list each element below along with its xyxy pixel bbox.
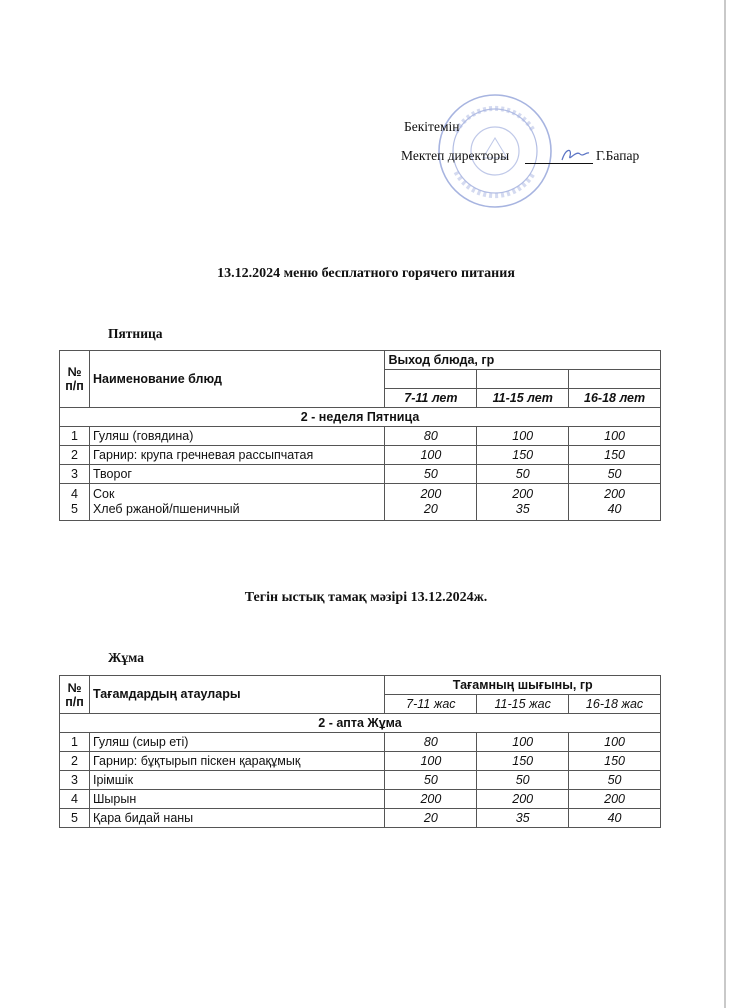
portion-value: 40 xyxy=(607,502,622,516)
table-row xyxy=(60,446,661,465)
dish-name: Гуляш (говядина) xyxy=(89,427,384,446)
age-header: 7-11 лет xyxy=(385,389,477,408)
row-number: 1 xyxy=(60,427,90,446)
dish-name: Гарнир: бұқтырып піскен қарақұмық xyxy=(89,752,384,771)
age-header: 16-18 лет xyxy=(569,389,661,408)
portion-value: 80 xyxy=(385,427,477,446)
dish-name: Гарнир: крупа гречневая рассыпчатая xyxy=(89,446,384,465)
age-header: 16-18 жас xyxy=(569,695,661,714)
portion-value: 100 xyxy=(569,733,661,752)
portion-value: 200 xyxy=(569,790,661,809)
portion-value: 50 xyxy=(569,465,661,484)
row-number: 5 xyxy=(71,502,78,516)
dish-name: Қара бидай наны xyxy=(89,809,384,828)
portion-value: 80 xyxy=(385,733,477,752)
portion-value: 40 xyxy=(569,809,661,828)
portion-value: 200 xyxy=(420,487,442,501)
portion-value: 100 xyxy=(385,752,477,771)
col-header-output: Выход блюда, гр xyxy=(385,351,661,370)
row-number: 3 xyxy=(60,771,90,790)
portion-value: 150 xyxy=(569,446,661,465)
row-number: 3 xyxy=(60,465,90,484)
portion-value: 100 xyxy=(477,733,569,752)
dish-name: Творог xyxy=(89,465,384,484)
portion-value: 150 xyxy=(477,752,569,771)
menu-title-ru: 13.12.2024 меню бесплатного горячего питания xyxy=(217,266,515,281)
dish-name: Гуляш (сиыр еті) xyxy=(89,733,384,752)
portion-value: 50 xyxy=(385,465,477,484)
dish-name: Шырын xyxy=(89,790,384,809)
portion-value: 100 xyxy=(477,427,569,446)
menu-table-ru xyxy=(59,350,661,521)
dish-name: Сок xyxy=(92,487,115,501)
table-row xyxy=(60,465,661,484)
scan-edge xyxy=(724,0,726,1008)
portion-value: 200 xyxy=(385,790,477,809)
col-header-output: Тағамның шығыны, гр xyxy=(385,676,661,695)
week-row: 2 - неделя Пятница xyxy=(60,408,661,427)
director-label: Мектеп директоры xyxy=(401,148,510,163)
row-number: 2 xyxy=(60,752,90,771)
age-header: 7-11 жас xyxy=(385,695,477,714)
col-header-name: Наименование блюд xyxy=(89,351,384,408)
day-label-ru: Пятница xyxy=(108,326,163,341)
table-row xyxy=(60,733,661,752)
signature-mark xyxy=(558,144,592,166)
week-row: 2 - апта Жұма xyxy=(60,714,661,733)
portion-value: 35 xyxy=(477,809,569,828)
table-row xyxy=(60,790,661,809)
signature-name: Г.Бапар xyxy=(596,148,640,163)
table-row xyxy=(60,771,661,790)
portion-value: 50 xyxy=(477,465,569,484)
age-header: 11-15 жас xyxy=(477,695,569,714)
col-header-name: Тағамдардың атаулары xyxy=(89,676,384,714)
portion-value: 100 xyxy=(385,446,477,465)
portion-value: 50 xyxy=(569,771,661,790)
portion-value: 50 xyxy=(477,771,569,790)
portion-value: 20 xyxy=(385,809,477,828)
menu-title-kz: Тегін ыстық тамақ мәзірі 13.12.2024ж. xyxy=(244,590,488,605)
table-row xyxy=(60,427,661,446)
table-row xyxy=(60,809,661,828)
day-label-kz: Жұма xyxy=(108,650,144,665)
portion-value: 200 xyxy=(477,790,569,809)
portion-value: 50 xyxy=(385,771,477,790)
portion-value: 200 xyxy=(512,487,534,501)
approve-label: Бекітемін xyxy=(404,119,460,134)
portion-value: 200 xyxy=(604,487,625,501)
row-number: 4 xyxy=(60,790,90,809)
dish-name: Ірімшік xyxy=(89,771,384,790)
portion-value: 150 xyxy=(477,446,569,465)
row-number: 5 xyxy=(60,809,90,828)
portion-value: 100 xyxy=(569,427,661,446)
portion-value: 20 xyxy=(423,502,438,516)
row-number: 1 xyxy=(60,733,90,752)
age-header: 11-15 лет xyxy=(477,389,569,408)
row-number: 4 xyxy=(71,487,78,501)
menu-table-kz xyxy=(59,675,661,828)
dish-name: Хлеб ржаной/пшеничный xyxy=(92,502,240,516)
col-header-no: № п/п xyxy=(60,351,90,408)
portion-value: 35 xyxy=(515,502,530,516)
table-row xyxy=(60,752,661,771)
portion-value: 150 xyxy=(569,752,661,771)
row-number: 2 xyxy=(60,446,90,465)
table-row xyxy=(60,484,661,521)
col-header-no: № п/п xyxy=(60,676,90,714)
